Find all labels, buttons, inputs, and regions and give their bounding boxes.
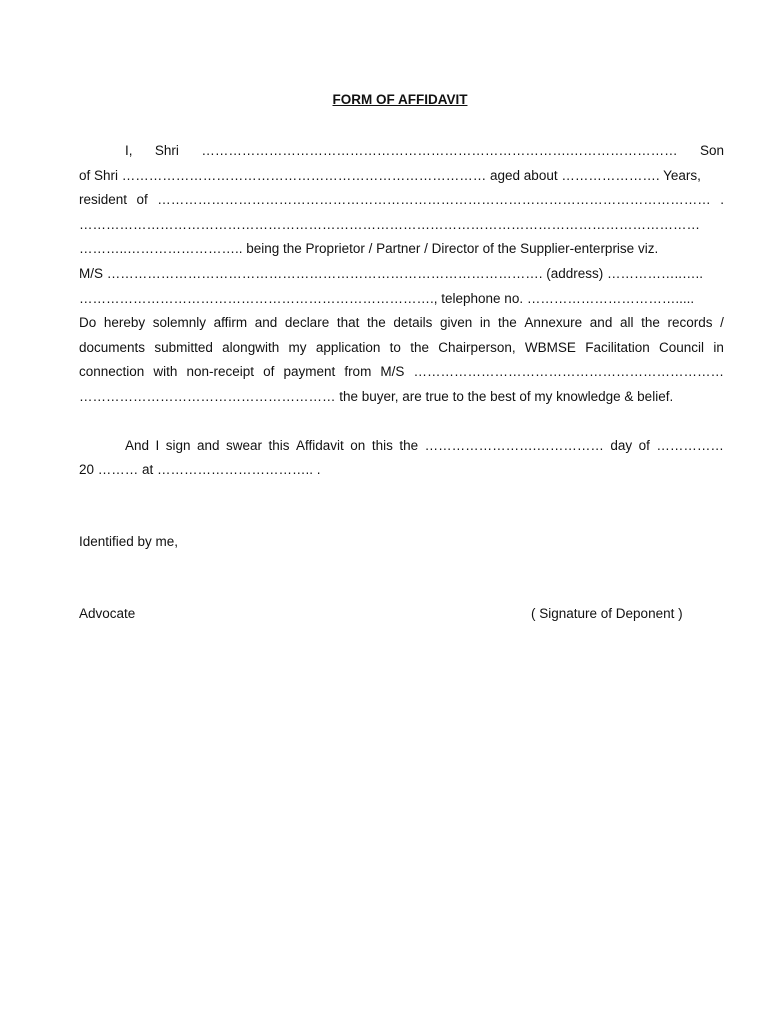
word: swear bbox=[226, 437, 263, 453]
word: submitted bbox=[154, 339, 213, 355]
para2-line-1 bbox=[79, 434, 724, 459]
word: WBMSE bbox=[524, 339, 576, 355]
word: non-receipt bbox=[186, 364, 255, 380]
word: connection bbox=[79, 364, 145, 380]
word: documents bbox=[79, 339, 146, 355]
word: from bbox=[344, 364, 372, 380]
para1-line-4: ………………………………………………………………………………………………………………………… bbox=[79, 216, 700, 232]
word: alongwith bbox=[222, 339, 280, 355]
word: …………………………………………………………………………………………………………… bbox=[157, 192, 711, 208]
affidavit-body bbox=[79, 139, 724, 483]
para1-line-7: ……………………………………………………………………., telephone no. ……………………………..... bbox=[79, 290, 695, 306]
para1-line-5: ………..…………………….. being the Proprietor / Partner / Director of the Supplier-enterprise viz. bbox=[79, 241, 659, 257]
word: …………… bbox=[656, 437, 724, 453]
word: …………………………………………………………… bbox=[413, 364, 724, 380]
word: and bbox=[589, 315, 613, 331]
word: of bbox=[263, 364, 275, 380]
word: on bbox=[350, 437, 366, 453]
word: payment bbox=[283, 364, 336, 380]
word: Facilitation bbox=[585, 339, 650, 355]
word: ……………………………………………………………………….…………………… bbox=[201, 143, 678, 158]
word: with bbox=[153, 364, 178, 380]
word: hereby bbox=[103, 315, 146, 331]
word: / bbox=[720, 315, 724, 331]
word: of bbox=[136, 192, 148, 208]
word: I, bbox=[125, 143, 133, 158]
word: of Shri ……………………………………………………………………… aged about …………………. Years, bbox=[79, 167, 701, 183]
word: my bbox=[288, 339, 307, 355]
word: I bbox=[155, 437, 160, 453]
document-title: FORM OF AFFIDAVIT bbox=[332, 92, 468, 107]
word: Son bbox=[699, 143, 724, 158]
word: resident bbox=[79, 192, 128, 208]
deponent-signature-label: ( Signature of Deponent ) bbox=[531, 606, 683, 621]
word: records bbox=[667, 315, 713, 331]
para1-line-11: ………………………………………………… the buyer, are true to the best of my knowledge & belief. bbox=[79, 388, 674, 404]
para1-line-10 bbox=[79, 360, 724, 385]
para1-line-9 bbox=[79, 336, 724, 361]
para1-line-6: M/S ……………………………………………………………………………………. (address) ……………..….. bbox=[79, 265, 704, 281]
para1-line-8 bbox=[79, 311, 724, 336]
word: Affidavit bbox=[296, 437, 344, 453]
word: given bbox=[439, 315, 473, 331]
word: the bbox=[498, 315, 517, 331]
word: of bbox=[638, 437, 650, 453]
word: Chairperson, bbox=[438, 339, 516, 355]
word: the bbox=[366, 315, 386, 331]
word: application bbox=[315, 339, 381, 355]
identified-by-text: Identified by me, bbox=[79, 534, 179, 549]
word: to bbox=[389, 339, 401, 355]
word: that bbox=[336, 315, 360, 331]
word: the bbox=[399, 437, 419, 453]
word: M/S bbox=[380, 364, 405, 380]
word: declare bbox=[284, 315, 330, 331]
word: the bbox=[641, 315, 660, 331]
word: and bbox=[197, 437, 220, 453]
word: sign bbox=[165, 437, 191, 453]
word: this bbox=[268, 437, 290, 453]
word: solemnly bbox=[152, 315, 207, 331]
word: in bbox=[479, 315, 491, 331]
word: this bbox=[371, 437, 393, 453]
para2-line-2: 20 ……… at …………………………….. . bbox=[79, 462, 321, 478]
word: Do bbox=[79, 315, 97, 331]
word: details bbox=[393, 315, 433, 331]
para1-line-2 bbox=[79, 164, 724, 189]
word: Shri bbox=[154, 143, 179, 158]
word: Annexure bbox=[524, 315, 583, 331]
word: all bbox=[619, 315, 634, 331]
word: the bbox=[410, 339, 429, 355]
word: . bbox=[720, 192, 724, 208]
para1-line-1 bbox=[79, 139, 724, 164]
word: And bbox=[125, 437, 150, 453]
word: Council bbox=[659, 339, 705, 355]
word: and bbox=[254, 315, 278, 331]
advocate-label: Advocate bbox=[79, 606, 136, 621]
word: day bbox=[610, 437, 633, 453]
word: in bbox=[713, 339, 724, 355]
word: …………………….…………… bbox=[424, 437, 604, 453]
para1-line-3 bbox=[79, 188, 724, 213]
word: affirm bbox=[213, 315, 248, 331]
